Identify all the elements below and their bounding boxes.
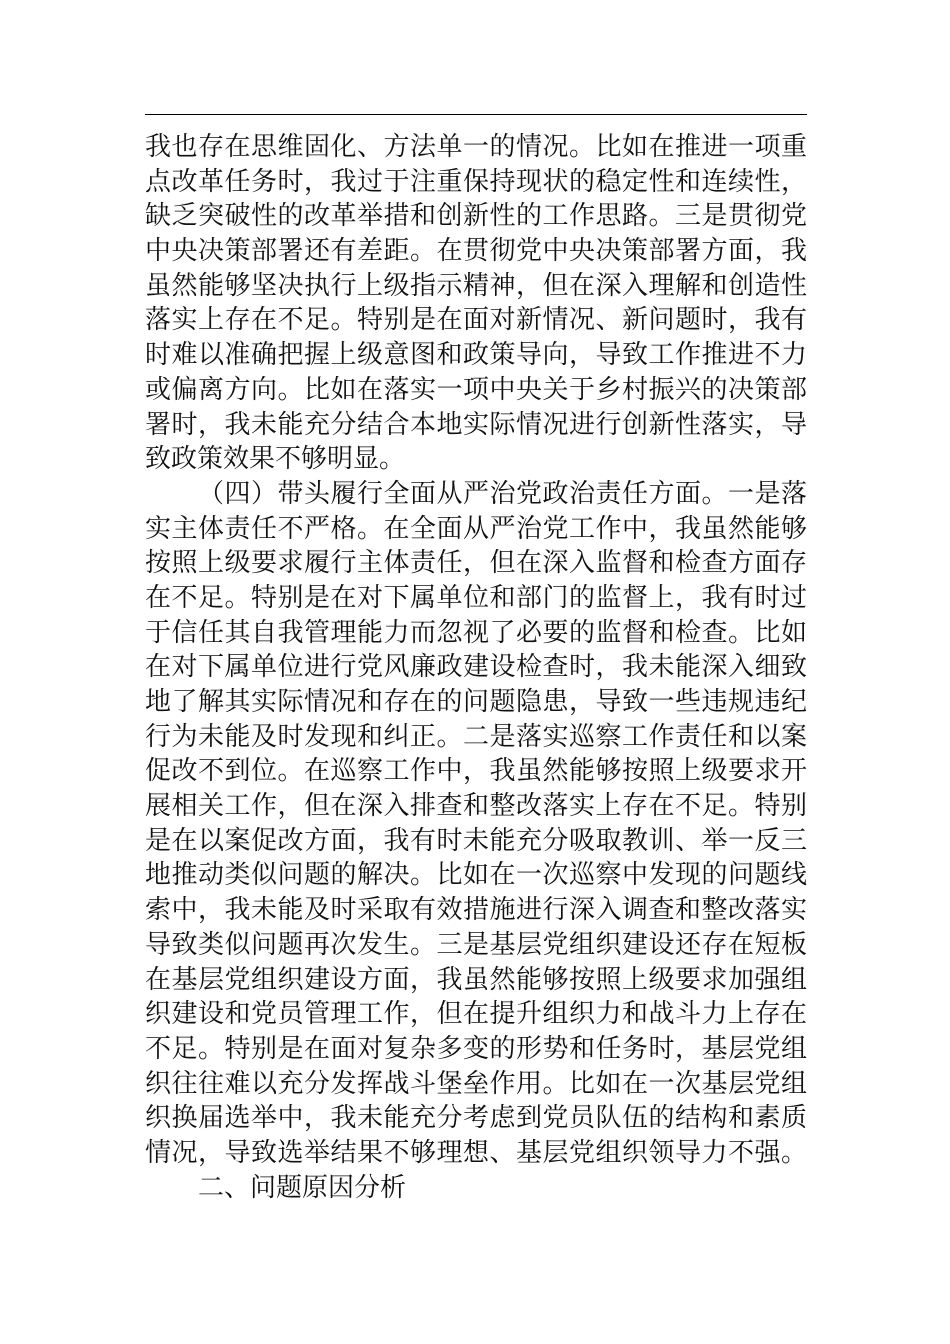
- text-line: 按照上级要求履行主体责任，但在深入监督和检查方面存: [145, 548, 807, 579]
- section-heading: 二、问题原因分析: [198, 1172, 407, 1203]
- text-line: 导致类似问题再次发生。三是基层党组织建设还存在短板: [145, 929, 807, 960]
- text-line: 地推动类似问题的解决。比如在一次巡察中发现的问题线: [145, 860, 807, 891]
- text-line: 是在以案促改方面，我有时未能充分吸取教训、举一反三: [145, 825, 807, 856]
- text-line: 织往往难以充分发挥战斗堡垒作用。比如在一次基层党组: [145, 1068, 807, 1099]
- text-line: 落实上存在不足。特别是在面对新情况、新问题时，我有: [145, 305, 807, 336]
- text-line: 中央决策部署还有差距。在贯彻党中央决策部署方面，我: [145, 236, 807, 267]
- text-line: 行为未能及时发现和纠正。二是落实巡察工作责任和以案: [145, 721, 807, 752]
- text-line: 于信任其自我管理能力而忽视了必要的监督和检查。比如: [145, 617, 807, 648]
- text-line: 织换届选举中，我未能充分考虑到党员队伍的结构和素质: [145, 1103, 807, 1134]
- text-line: 索中，我未能及时采取有效措施进行深入调查和整改落实: [145, 895, 807, 926]
- text-line: 实主体责任不严格。在全面从严治党工作中，我虽然能够: [145, 513, 807, 544]
- text-line: 地了解其实际情况和存在的问题隐患，导致一些违规违纪: [145, 687, 807, 717]
- text-line: 或偏离方向。比如在落实一项中央关于乡村振兴的决策部: [145, 374, 807, 405]
- text-line: 在不足。特别是在对下属单位和部门的监督上，我有时过: [145, 582, 807, 613]
- text-line: 促改不到位。在巡察工作中，我虽然能够按照上级要求开: [145, 756, 807, 787]
- text-line: 我也存在思维固化、方法单一的情况。比如在推进一项重: [145, 132, 807, 162]
- text-line: 署时，我未能充分结合本地实际情况进行创新性落实，导: [145, 409, 807, 440]
- text-line: 虽然能够坚决执行上级指示精神，但在深入理解和创造性: [145, 270, 807, 301]
- section-four-first-line: （四）带头履行全面从严治党政治责任方面。一是落: [198, 478, 807, 509]
- text-line: 情况，导致选举结果不够理想、基层党组织领导力不强。: [145, 1137, 807, 1168]
- document-body: [145, 130, 807, 1205]
- text-line: 展相关工作，但在深入排查和整改落实上存在不足。特别: [145, 791, 807, 822]
- text-line: 时难以准确把握上级意图和政策导向，导致工作推进不力: [145, 340, 807, 371]
- text-line: 致政策效果不够明显。: [145, 444, 406, 475]
- text-line: 织建设和党员管理工作，但在提升组织力和战斗力上存在: [145, 999, 807, 1030]
- text-line: 在对下属单位进行党风廉政建设检查时，我未能深入细致: [145, 652, 807, 683]
- text-line: 点改革任务时，我过于注重保持现状的稳定性和连续性，: [145, 166, 807, 197]
- text-line: 在基层党组织建设方面，我虽然能够按照上级要求加强组: [145, 964, 807, 995]
- text-line: 缺乏突破性的改革举措和创新性的工作思路。三是贯彻党: [145, 201, 807, 232]
- header-rule: [145, 114, 807, 115]
- text-line: 不足。特别是在面对复杂多变的形势和任务时，基层党组: [145, 1033, 807, 1064]
